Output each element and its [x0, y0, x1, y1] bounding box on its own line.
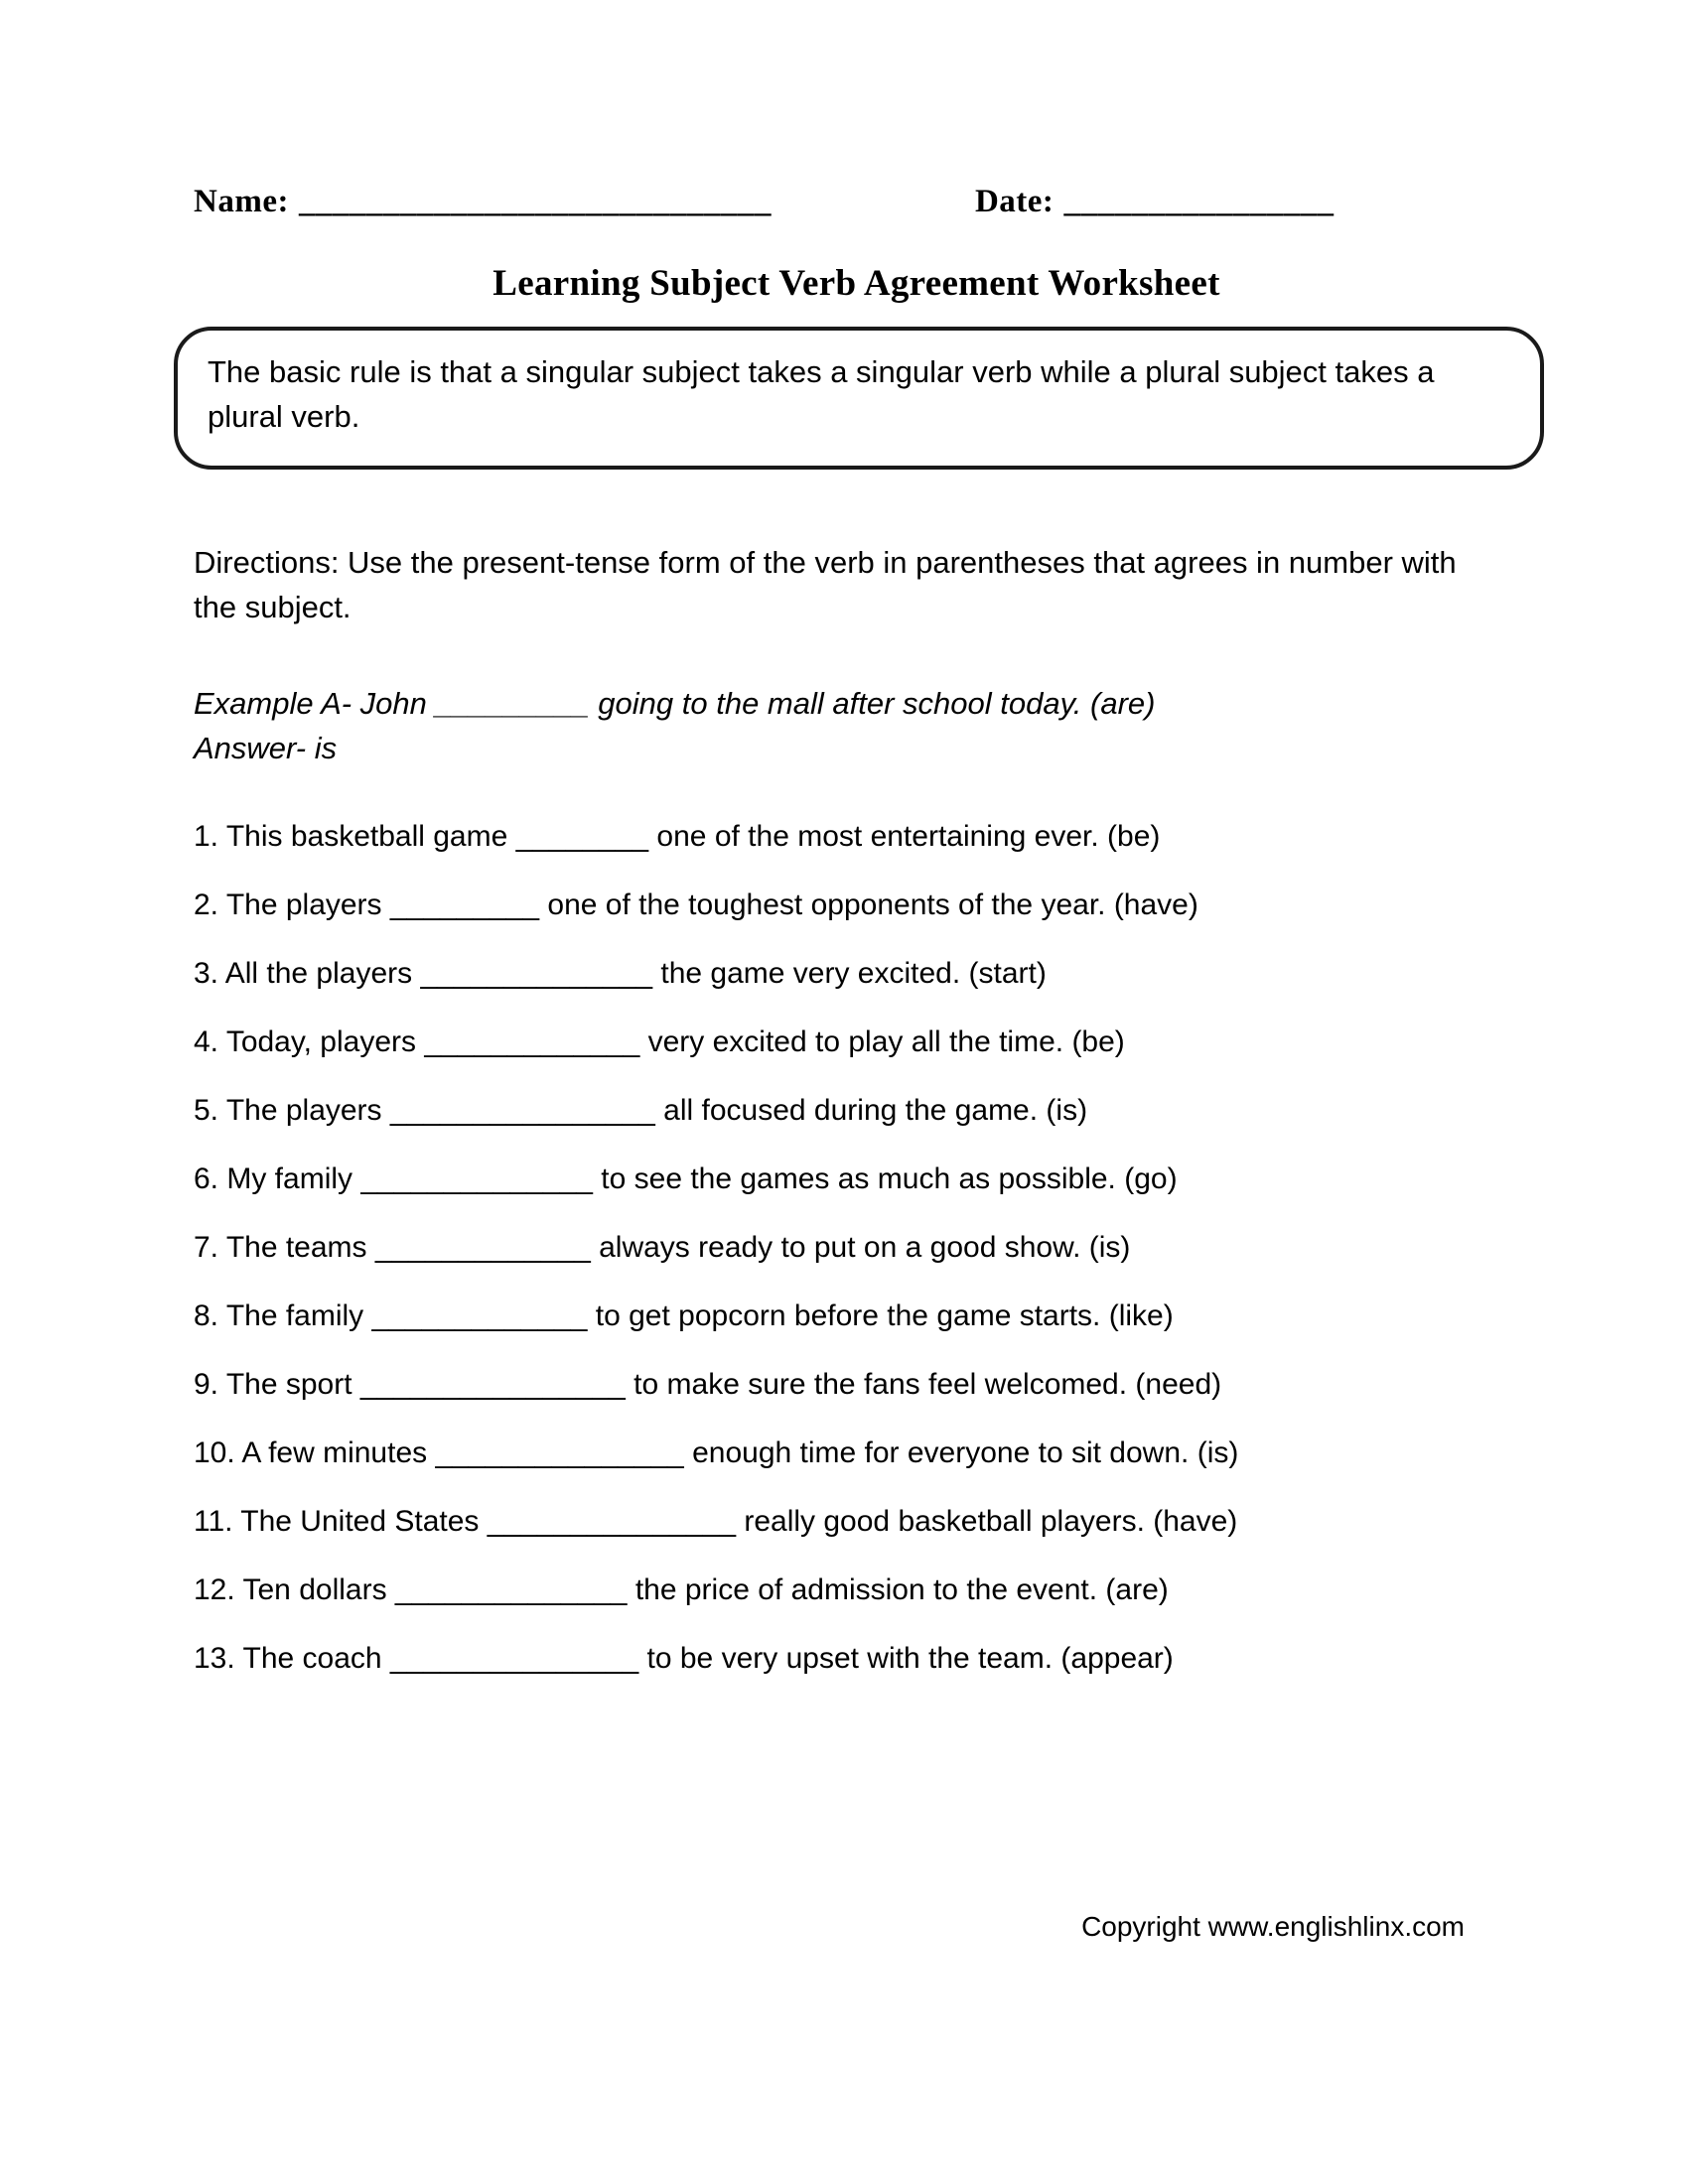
directions-text: Directions: Use the present-tense form of the verb in parentheses that agrees in number with the subject. [194, 544, 1457, 624]
example-block [194, 682, 1519, 771]
date-blank: ________________ [1063, 184, 1335, 219]
rule-box-text: The basic rule is that a singular subject takes a singular verb while a plural subject takes a plural verb. [208, 354, 1435, 434]
question-line: 2. The players _________ one of the toughest opponents of the year. (have) [194, 887, 1198, 921]
name-blank: ____________________________ [298, 184, 772, 219]
question-line: 3. All the players ______________ the game very excited. (start) [194, 956, 1047, 990]
date-field-group [975, 184, 1334, 220]
question-line: 1. This basketball game ________ one of the most entertaining ever. (be) [194, 819, 1161, 853]
header-row [194, 184, 1519, 220]
question-line: 8. The family _____________ to get popcorn before the game starts. (like) [194, 1298, 1174, 1332]
date-label: Date: [974, 184, 1055, 219]
rule-box [174, 327, 1544, 470]
question-line: 7. The teams _____________ always ready to put on a good show. (is) [194, 1230, 1131, 1264]
questions-list [194, 819, 1519, 1677]
question-line: 5. The players ________________ all focused during the game. (is) [194, 1093, 1088, 1127]
name-field-group [194, 184, 772, 220]
question-line: 4. Today, players _____________ very excited to play all the time. (be) [194, 1024, 1125, 1058]
question-line: 6. My family ______________ to see the games as much as possible. (go) [194, 1161, 1178, 1195]
question-line: 9. The sport ________________ to make sure the fans feel welcomed. (need) [194, 1367, 1222, 1401]
question-line: 13. The coach _______________ to be very upset with the team. (appear) [194, 1641, 1174, 1675]
example-line-2: Answer- is [194, 730, 338, 765]
example-line-1: Example A- John _________ going to the mall after school today. (are) [194, 685, 1156, 721]
page-title: Learning Subject Verb Agreement Worksheet [492, 263, 1220, 304]
footer-copyright: Copyright www.englishlinx.com [1081, 1911, 1465, 1942]
question-line: 10. A few minutes _______________ enough time for everyone to sit down. (is) [194, 1435, 1239, 1469]
question-line: 11. The United States _______________ really good basketball players. (have) [194, 1504, 1238, 1538]
name-label: Name: [194, 184, 289, 219]
question-line: 12. Ten dollars ______________ the price of admission to the event. (are) [194, 1572, 1169, 1606]
